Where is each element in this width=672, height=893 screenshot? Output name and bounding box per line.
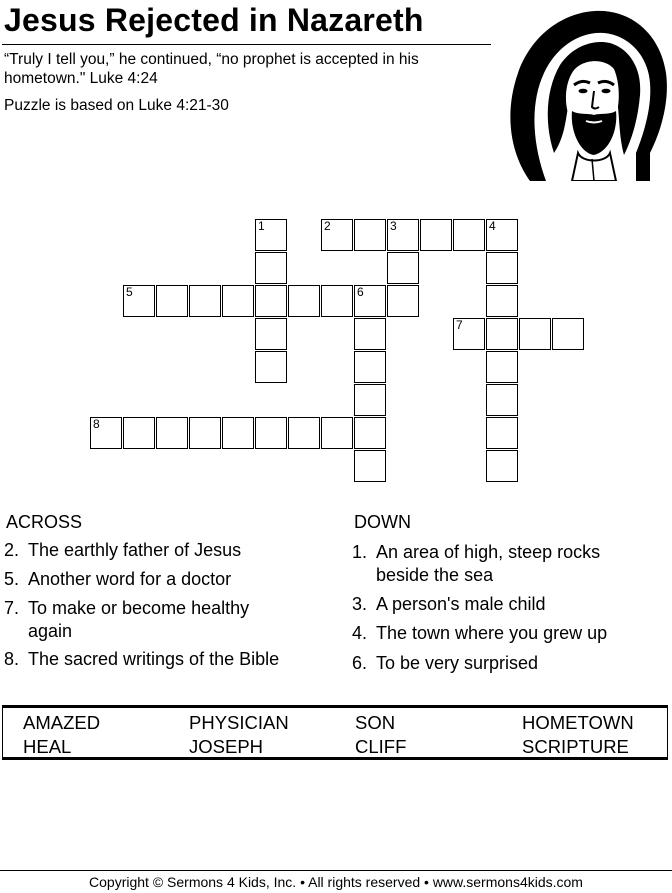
crossword-cell — [222, 285, 254, 317]
clue-number: 3. — [352, 594, 368, 614]
across-clue — [4, 568, 324, 591]
crossword-cell — [255, 351, 287, 383]
crossword-cell — [519, 318, 551, 350]
word-bank — [2, 705, 668, 760]
cell-number: 2 — [324, 219, 331, 233]
cell-number: 8 — [93, 417, 100, 431]
crossword-cell — [387, 285, 419, 317]
crossword-cell — [255, 318, 287, 350]
page-title: Jesus Rejected in Nazareth — [4, 2, 424, 38]
crossword-cell — [486, 252, 518, 284]
across-clue — [4, 597, 324, 643]
across-heading: ACROSS — [6, 512, 83, 532]
clue-text: The sacred writings of the Bible — [28, 649, 280, 669]
clue-number: 2. — [4, 540, 20, 560]
crossword-cell — [354, 285, 386, 317]
crossword-cell — [486, 318, 518, 350]
word-bank-item: HEAL — [23, 736, 72, 757]
crossword-cell — [255, 219, 287, 251]
crossword-cell — [123, 417, 155, 449]
clue-text: To be very surprised — [376, 653, 539, 673]
clue-number: 6. — [352, 653, 368, 673]
crossword-cell — [354, 450, 386, 482]
clue-text: The town where you grew up — [376, 623, 608, 643]
crossword-cell — [156, 285, 188, 317]
crossword-cell — [486, 450, 518, 482]
crossword-cell — [321, 285, 353, 317]
word-bank-item: SON — [355, 712, 396, 733]
scripture-quote: “Truly I tell you,” he continued, “no prophet is accepted in his hometown." Luke 4:24 — [4, 51, 419, 87]
crossword-cell — [123, 285, 155, 317]
clue-number: 8. — [4, 649, 20, 669]
crossword-cell — [552, 318, 584, 350]
word-bank-item: AMAZED — [23, 712, 101, 733]
clue-text: To make or become healthy again — [28, 598, 250, 641]
clue-text: Another word for a doctor — [28, 569, 232, 589]
crossword-cell — [255, 417, 287, 449]
down-clue — [352, 593, 662, 616]
crossword-cell — [288, 417, 320, 449]
cell-number: 7 — [456, 318, 463, 332]
across-clue — [4, 648, 324, 671]
clue-number: 5. — [4, 569, 20, 589]
crossword-cell — [453, 318, 485, 350]
word-bank-item: CLIFF — [355, 736, 407, 757]
cell-number: 5 — [126, 285, 133, 299]
crossword-cell — [321, 417, 353, 449]
crossword-cell — [486, 417, 518, 449]
crossword-cell — [90, 417, 122, 449]
crossword-cell — [156, 417, 188, 449]
crossword-cell — [387, 252, 419, 284]
crossword-cell — [420, 219, 452, 251]
crossword-cell — [189, 285, 221, 317]
crossword-cell — [486, 285, 518, 317]
word-bank-item: HOMETOWN — [522, 712, 634, 733]
down-clue — [352, 541, 662, 587]
crossword-cell — [255, 285, 287, 317]
down-clue — [352, 652, 662, 675]
clue-number: 1. — [352, 542, 368, 562]
crossword-cell — [354, 219, 386, 251]
crossword-cell — [189, 417, 221, 449]
down-clue — [352, 622, 662, 645]
crossword-cell — [354, 417, 386, 449]
crossword-cell — [354, 318, 386, 350]
clue-text: A person's male child — [376, 594, 546, 614]
cell-number: 1 — [258, 219, 265, 233]
crossword-cell — [486, 384, 518, 416]
clue-text: The earthly father of Jesus — [28, 540, 242, 560]
word-bank-item: JOSEPH — [189, 736, 264, 757]
cell-number: 6 — [357, 285, 364, 299]
copyright-footer: Copyright © Sermons 4 Kids, Inc. • All rights reserved • www.sermons4kids.com — [89, 874, 583, 890]
crossword-cell — [486, 351, 518, 383]
crossword-cell — [354, 351, 386, 383]
crossword-cell — [387, 219, 419, 251]
word-bank-item: PHYSICIAN — [189, 712, 289, 733]
footer-divider — [0, 870, 672, 871]
cell-number: 3 — [390, 219, 397, 233]
cell-number: 4 — [489, 219, 496, 233]
down-heading: DOWN — [354, 512, 411, 532]
clue-number: 4. — [352, 623, 368, 643]
crossword-cell — [321, 219, 353, 251]
across-clue — [4, 539, 324, 562]
crossword-cell — [255, 252, 287, 284]
crossword-cell — [486, 219, 518, 251]
crossword-cell — [453, 219, 485, 251]
crossword-cell — [354, 384, 386, 416]
puzzle-basis-note: Puzzle is based on Luke 4:21-30 — [4, 97, 229, 114]
crossword-cell — [222, 417, 254, 449]
clue-text: An area of high, steep rocks beside the sea — [376, 542, 601, 585]
crossword-cell — [288, 285, 320, 317]
word-bank-item: SCRIPTURE — [522, 736, 629, 757]
clue-number: 7. — [4, 598, 20, 618]
